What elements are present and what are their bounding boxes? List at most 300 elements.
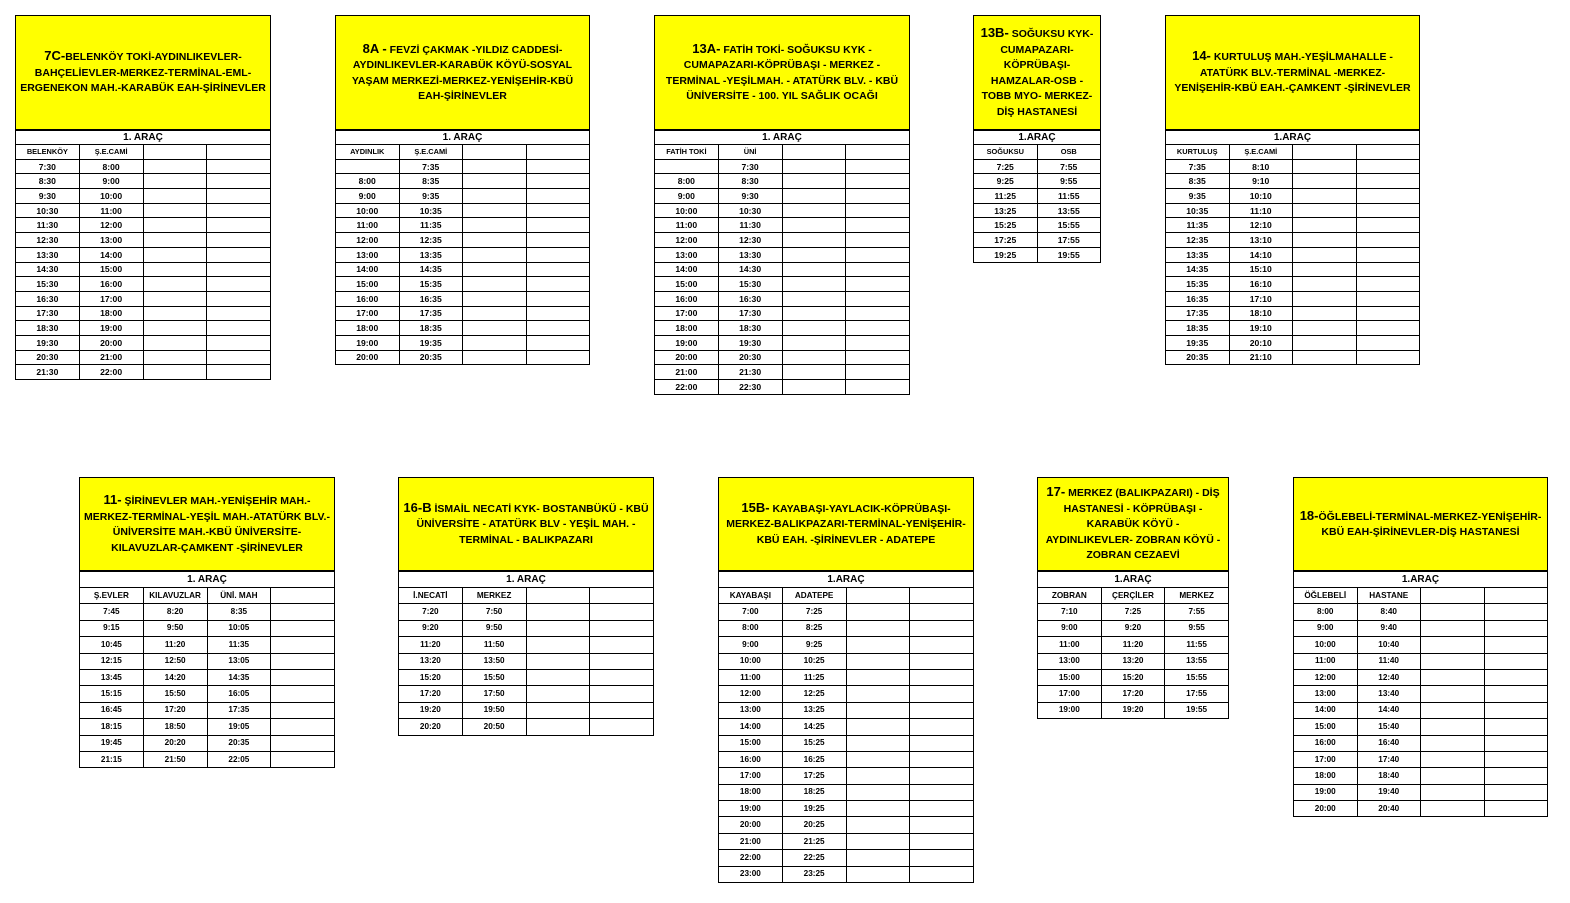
time-cell: [143, 218, 207, 233]
time-cell: [910, 653, 974, 669]
column-header: [526, 588, 590, 604]
time-cell: [1421, 604, 1485, 620]
time-cell: 18:25: [782, 784, 846, 800]
time-cell: [910, 637, 974, 653]
column-header: FATİH TOKİ: [655, 145, 719, 160]
time-cell: 11:20: [399, 637, 463, 653]
time-cell: [1421, 653, 1485, 669]
time-cell: [271, 751, 335, 767]
time-cell: 20:35: [207, 735, 271, 751]
time-cell: 15:40: [1357, 719, 1421, 735]
table-row: [1166, 277, 1420, 292]
table-row: [655, 277, 910, 292]
table-row: [1038, 637, 1229, 653]
time-cell: [271, 735, 335, 751]
time-cell: 8:30: [718, 174, 782, 189]
table-row: [16, 159, 271, 174]
time-cell: 20:50: [462, 719, 526, 735]
time-cell: 17:50: [462, 686, 526, 702]
time-cell: 18:00: [1294, 768, 1358, 784]
time-cell: [846, 321, 910, 336]
time-cell: [590, 620, 654, 636]
column-header: Ş.E.CAMİ: [399, 145, 463, 160]
route-description: SOĞUKSU KYK-CUMAPAZARI-KÖPRÜBAŞI-HAMZALAR-OSB - TOBB MYO- MERKEZ-DİŞ HASTANESİ: [981, 28, 1094, 118]
time-cell: [846, 751, 910, 767]
table-row: [399, 653, 654, 669]
time-cell: 16:00: [79, 277, 143, 292]
column-header: MERKEZ: [462, 588, 526, 604]
route-header: [15, 15, 271, 130]
time-cell: 17:00: [1038, 686, 1102, 702]
column-header: [207, 145, 271, 160]
time-cell: [846, 801, 910, 817]
table-row: [336, 262, 590, 277]
time-cell: 19:00: [336, 335, 400, 350]
time-cell: 20:00: [719, 817, 783, 833]
time-cell: 15:30: [16, 277, 80, 292]
time-cell: [207, 247, 271, 262]
column-header: [590, 588, 654, 604]
time-cell: 15:00: [336, 277, 400, 292]
time-cell: [590, 604, 654, 620]
table-row: [719, 719, 974, 735]
time-cell: 13:20: [1101, 653, 1165, 669]
table-row: [719, 653, 974, 669]
time-cell: 20:35: [1166, 350, 1230, 365]
column-header: KAYABAŞI: [719, 588, 783, 604]
table-row: [655, 365, 910, 380]
time-cell: 10:00: [655, 203, 719, 218]
time-cell: [1356, 306, 1420, 321]
time-cell: 13:00: [79, 233, 143, 248]
table-row: [1166, 233, 1420, 248]
vehicle-row: [655, 131, 910, 145]
time-cell: [1484, 751, 1548, 767]
time-cell: [846, 735, 910, 751]
timetable: [1037, 571, 1229, 719]
time-cell: 19:40: [1357, 784, 1421, 800]
time-cell: 7:10: [1038, 604, 1102, 620]
time-cell: 17:00: [719, 768, 783, 784]
time-cell: [782, 262, 846, 277]
table-row: [16, 174, 271, 189]
time-cell: 10:45: [80, 637, 144, 653]
table-row: [655, 218, 910, 233]
time-cell: [526, 702, 590, 718]
route-description: FATİH TOKİ- SOĞUKSU KYK -CUMAPAZARI-KÖPRÜBAŞI - MERKEZ - TERMİNAL -YEŞİLMAH. - ATATÜRK BLV. - KBÜ ÜNİVERSİTE - 100. YIL SAĞLIK OCAĞI: [665, 43, 899, 102]
time-cell: 17:55: [1037, 233, 1101, 248]
route-header: [1165, 15, 1420, 130]
table-row: [16, 218, 271, 233]
column-header: ÖĞLEBELİ: [1294, 588, 1358, 604]
time-cell: 11:55: [1165, 637, 1229, 653]
time-cell: 7:55: [1165, 604, 1229, 620]
time-cell: [1293, 247, 1357, 262]
time-cell: [1484, 653, 1548, 669]
table-row: [1166, 174, 1420, 189]
route-11-schedule: [79, 477, 335, 768]
table-row: [16, 291, 271, 306]
time-cell: [1356, 247, 1420, 262]
table-row: [1294, 702, 1548, 718]
column-header-row: [655, 145, 910, 160]
time-cell: [1293, 233, 1357, 248]
table-row: [719, 817, 974, 833]
time-cell: 14:00: [336, 262, 400, 277]
time-cell: [526, 218, 590, 233]
time-cell: 12:00: [655, 233, 719, 248]
time-cell: [846, 365, 910, 380]
column-header-row: [1038, 588, 1229, 604]
time-cell: [846, 203, 910, 218]
time-cell: 13:25: [782, 702, 846, 718]
table-row: [336, 277, 590, 292]
route-header: [79, 477, 335, 571]
route-code: 18-: [1299, 507, 1319, 523]
time-cell: [143, 350, 207, 365]
time-cell: 13:00: [719, 702, 783, 718]
time-cell: 21:00: [719, 833, 783, 849]
table-row: [16, 203, 271, 218]
table-row: [80, 702, 335, 718]
time-cell: [463, 350, 527, 365]
time-cell: [1421, 801, 1485, 817]
time-cell: [846, 620, 910, 636]
time-cell: 11:25: [974, 189, 1038, 204]
time-cell: [143, 247, 207, 262]
route-15b-schedule: [718, 477, 974, 883]
time-cell: 17:00: [79, 291, 143, 306]
table-row: [974, 247, 1101, 262]
column-header: ÜNİ. MAH: [207, 588, 271, 604]
table-row: [1294, 784, 1548, 800]
time-cell: [463, 291, 527, 306]
time-cell: 19:00: [655, 335, 719, 350]
time-cell: 19:45: [80, 735, 144, 751]
column-header-row: [80, 588, 335, 604]
route-code: 15B-: [741, 499, 770, 515]
time-cell: [846, 637, 910, 653]
time-cell: 13:00: [1038, 653, 1102, 669]
time-cell: [526, 719, 590, 735]
time-cell: [463, 233, 527, 248]
table-row: [974, 218, 1101, 233]
time-cell: 18:35: [1166, 321, 1230, 336]
time-cell: [846, 850, 910, 866]
time-cell: [1484, 637, 1548, 653]
time-cell: [846, 817, 910, 833]
time-cell: 7:25: [782, 604, 846, 620]
time-cell: 17:55: [1165, 686, 1229, 702]
time-cell: [207, 321, 271, 336]
time-cell: [846, 306, 910, 321]
time-cell: [846, 247, 910, 262]
time-cell: 12:40: [1357, 669, 1421, 685]
time-cell: [463, 277, 527, 292]
time-cell: 19:50: [462, 702, 526, 718]
vehicle-label: 1. ARAÇ: [16, 131, 271, 145]
time-cell: 16:00: [1294, 735, 1358, 751]
table-row: [399, 702, 654, 718]
time-cell: [590, 637, 654, 653]
timetable: [79, 571, 335, 768]
time-cell: 7:20: [399, 604, 463, 620]
table-row: [974, 159, 1101, 174]
route-code: 11-: [103, 492, 122, 507]
route-13b-schedule: [973, 15, 1101, 263]
route-code: 7C-: [44, 48, 66, 64]
time-cell: 19:25: [974, 247, 1038, 262]
vehicle-row: [974, 131, 1101, 145]
time-cell: 14:00: [719, 719, 783, 735]
route-header: [654, 15, 910, 130]
time-cell: 13:45: [80, 669, 144, 685]
time-cell: 20:00: [655, 350, 719, 365]
time-cell: [336, 159, 400, 174]
time-cell: 21:30: [16, 365, 80, 380]
time-cell: 20:20: [399, 719, 463, 735]
column-header: OSB: [1037, 145, 1101, 160]
table-row: [655, 174, 910, 189]
time-cell: [1356, 350, 1420, 365]
time-cell: 9:20: [1101, 620, 1165, 636]
time-cell: 7:45: [80, 604, 144, 620]
time-cell: 20:30: [718, 350, 782, 365]
time-cell: [910, 801, 974, 817]
time-cell: [846, 653, 910, 669]
time-cell: 12:00: [79, 218, 143, 233]
table-row: [719, 784, 974, 800]
table-row: [1038, 669, 1229, 685]
time-cell: 15:30: [718, 277, 782, 292]
time-cell: 9:00: [1294, 620, 1358, 636]
table-row: [399, 719, 654, 735]
column-header: Ş.EVLER: [80, 588, 144, 604]
time-cell: 14:35: [207, 669, 271, 685]
time-cell: [1421, 768, 1485, 784]
time-cell: 7:00: [719, 604, 783, 620]
time-cell: 14:30: [718, 262, 782, 277]
time-cell: 9:35: [1166, 189, 1230, 204]
time-cell: [143, 321, 207, 336]
time-cell: [143, 291, 207, 306]
column-header-row: [16, 145, 271, 160]
time-cell: [1356, 159, 1420, 174]
time-cell: [143, 189, 207, 204]
table-row: [399, 637, 654, 653]
time-cell: [526, 174, 590, 189]
table-row: [16, 321, 271, 336]
time-cell: [655, 159, 719, 174]
time-cell: [1293, 203, 1357, 218]
table-row: [16, 335, 271, 350]
time-cell: 13:35: [399, 247, 463, 262]
time-cell: 15:00: [1294, 719, 1358, 735]
table-row: [16, 350, 271, 365]
table-row: [1166, 335, 1420, 350]
time-cell: [782, 189, 846, 204]
time-cell: [1484, 702, 1548, 718]
time-cell: [590, 719, 654, 735]
time-cell: 12:35: [1166, 233, 1230, 248]
time-cell: 21:15: [80, 751, 144, 767]
column-header-row: [336, 145, 590, 160]
time-cell: 11:00: [655, 218, 719, 233]
time-cell: [1484, 686, 1548, 702]
route-description: FEVZİ ÇAKMAK -YILDIZ CADDESİ-AYDINLIKEVLER-KARABÜK KÖYÜ-SOSYAL YAŞAM MERKEZİ-MERKEZ-YENİŞEHİR-KBÜ EAH-ŞİRİNEVLER: [351, 43, 574, 102]
time-cell: [526, 203, 590, 218]
time-cell: 15:35: [1166, 277, 1230, 292]
column-header-row: [719, 588, 974, 604]
table-row: [719, 702, 974, 718]
time-cell: [782, 159, 846, 174]
table-row: [655, 291, 910, 306]
table-row: [1166, 218, 1420, 233]
time-cell: 17:00: [336, 306, 400, 321]
column-header-row: [1294, 588, 1548, 604]
route-16b-schedule: [398, 477, 654, 736]
time-cell: 10:25: [782, 653, 846, 669]
time-cell: 13:35: [1166, 247, 1230, 262]
column-header: HASTANE: [1357, 588, 1421, 604]
time-cell: 15:00: [719, 735, 783, 751]
time-cell: 13:30: [718, 247, 782, 262]
time-cell: [1293, 291, 1357, 306]
time-cell: 11:50: [462, 637, 526, 653]
time-cell: 7:55: [1037, 159, 1101, 174]
time-cell: [1484, 669, 1548, 685]
time-cell: 13:55: [1037, 203, 1101, 218]
time-cell: 7:30: [718, 159, 782, 174]
time-cell: 15:15: [80, 686, 144, 702]
time-cell: [207, 306, 271, 321]
time-cell: 18:00: [655, 321, 719, 336]
table-row: [1038, 604, 1229, 620]
time-cell: 16:35: [1166, 291, 1230, 306]
table-row: [16, 365, 271, 380]
time-cell: 21:30: [718, 365, 782, 380]
column-header-row: [974, 145, 1101, 160]
time-cell: 10:00: [1294, 637, 1358, 653]
time-cell: 21:10: [1229, 350, 1293, 365]
column-header: [910, 588, 974, 604]
time-cell: 13:05: [207, 653, 271, 669]
time-cell: [1484, 620, 1548, 636]
time-cell: 12:30: [718, 233, 782, 248]
time-cell: [207, 233, 271, 248]
column-header: SOĞUKSU: [974, 145, 1038, 160]
table-row: [80, 653, 335, 669]
time-cell: 10:35: [399, 203, 463, 218]
time-cell: 13:00: [1294, 686, 1358, 702]
time-cell: 12:50: [143, 653, 207, 669]
time-cell: [846, 189, 910, 204]
time-cell: [1293, 262, 1357, 277]
time-cell: 19:55: [1037, 247, 1101, 262]
time-cell: [846, 686, 910, 702]
time-cell: 21:00: [79, 350, 143, 365]
time-cell: 18:30: [16, 321, 80, 336]
time-cell: [526, 262, 590, 277]
time-cell: 13:55: [1165, 653, 1229, 669]
column-header: [846, 145, 910, 160]
time-cell: 9:00: [655, 189, 719, 204]
time-cell: [782, 321, 846, 336]
time-cell: [846, 784, 910, 800]
vehicle-row: [80, 572, 335, 588]
time-cell: 19:55: [1165, 702, 1229, 718]
time-cell: 9:55: [1165, 620, 1229, 636]
time-cell: 12:30: [16, 233, 80, 248]
time-cell: [782, 203, 846, 218]
time-cell: [846, 768, 910, 784]
time-cell: 10:35: [1166, 203, 1230, 218]
time-cell: 11:00: [336, 218, 400, 233]
time-cell: [1484, 604, 1548, 620]
time-cell: 19:20: [1101, 702, 1165, 718]
table-row: [974, 203, 1101, 218]
time-cell: 15:55: [1037, 218, 1101, 233]
time-cell: 23:25: [782, 866, 846, 882]
table-row: [1294, 669, 1548, 685]
time-cell: 17:35: [207, 702, 271, 718]
route-13a-schedule: [654, 15, 910, 395]
time-cell: 11:35: [1166, 218, 1230, 233]
time-cell: 14:00: [655, 262, 719, 277]
time-cell: 19:20: [399, 702, 463, 718]
time-cell: [463, 306, 527, 321]
time-cell: 9:35: [399, 189, 463, 204]
time-cell: 10:30: [16, 203, 80, 218]
table-row: [336, 335, 590, 350]
time-cell: 16:00: [655, 291, 719, 306]
route-code: 13A-: [692, 40, 721, 56]
time-cell: 7:25: [974, 159, 1038, 174]
time-cell: 17:00: [655, 306, 719, 321]
time-cell: [910, 833, 974, 849]
time-cell: 8:20: [143, 604, 207, 620]
time-cell: [143, 159, 207, 174]
column-header: İ.NECATİ: [399, 588, 463, 604]
time-cell: 18:10: [1229, 306, 1293, 321]
column-header: MERKEZ: [1165, 588, 1229, 604]
table-row: [80, 735, 335, 751]
route-description: İSMAİL NECATİ KYK- BOSTANBÜKÜ - KBÜ ÜNİVERSİTE - ATATÜRK BLV - YEŞİL MAH. - TERMİNAL - BALIKPAZARI: [416, 502, 649, 546]
time-cell: [782, 291, 846, 306]
table-row: [336, 247, 590, 262]
table-row: [80, 620, 335, 636]
time-cell: [846, 604, 910, 620]
time-cell: 11:20: [1101, 637, 1165, 653]
time-cell: [846, 669, 910, 685]
vehicle-label: 1.ARAÇ: [1166, 131, 1420, 145]
time-cell: [782, 365, 846, 380]
route-14-schedule: [1165, 15, 1420, 365]
time-cell: 10:30: [718, 203, 782, 218]
time-cell: [910, 751, 974, 767]
time-cell: [207, 159, 271, 174]
time-cell: 11:35: [207, 637, 271, 653]
time-cell: 11:30: [16, 218, 80, 233]
table-row: [336, 321, 590, 336]
time-cell: 22:00: [79, 365, 143, 380]
time-cell: [846, 866, 910, 882]
table-row: [719, 751, 974, 767]
time-cell: [526, 306, 590, 321]
time-cell: [1421, 735, 1485, 751]
time-cell: 14:25: [782, 719, 846, 735]
time-cell: 19:00: [719, 801, 783, 817]
